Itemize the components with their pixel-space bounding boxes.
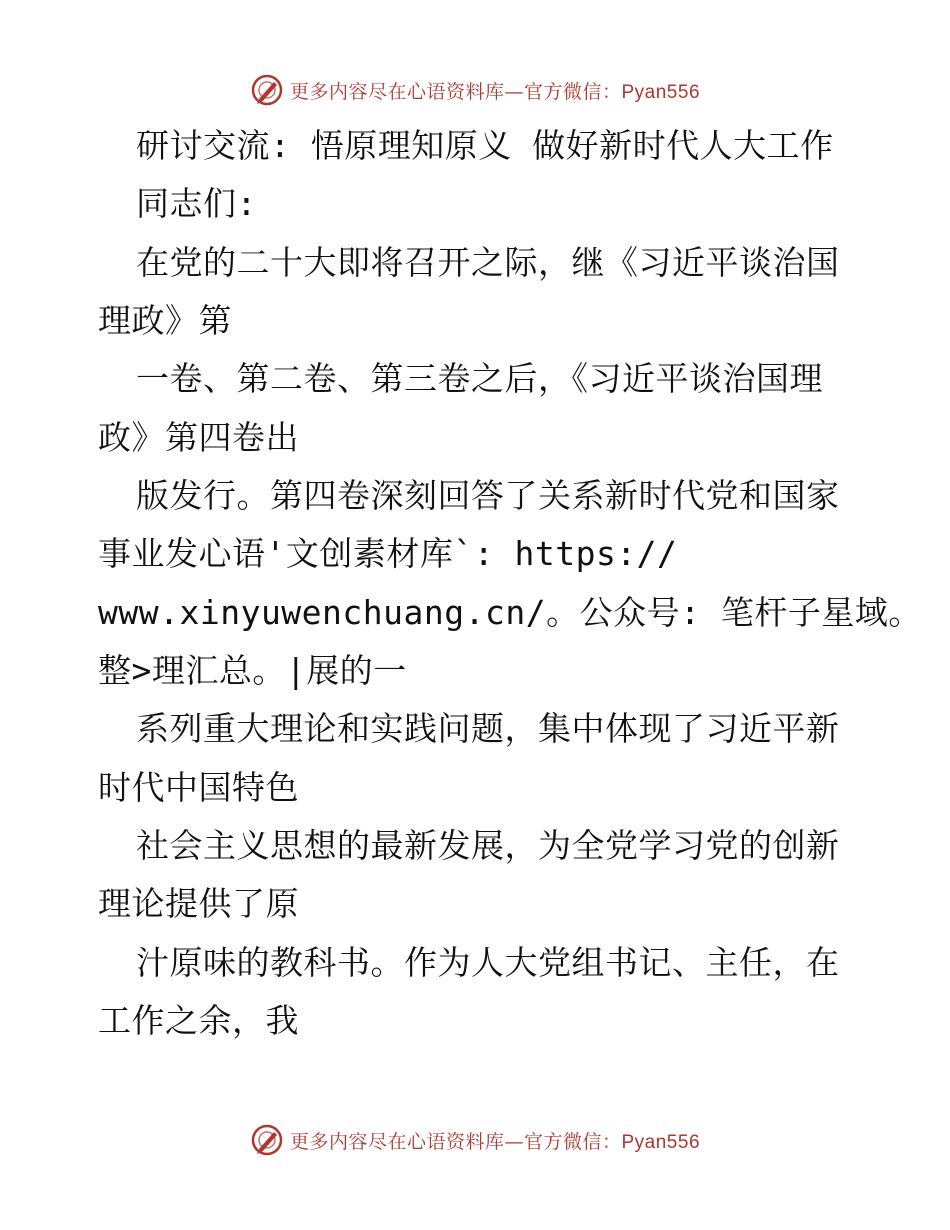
document-line: 一卷、第二卷、第三卷之后，《习近平谈治国理 (136, 359, 823, 398)
watermark-text (290, 77, 700, 104)
document-line: 版发行。第四卷深刻回答了关系新时代党和国家 (136, 476, 840, 515)
document-line: 理政》第 (98, 301, 232, 340)
document-line: 在党的二十大即将召开之际，继《习近平谈治国 (136, 243, 840, 282)
document-line: 系列重大理论和实践问题，集中体现了习近平新 (136, 709, 840, 748)
watermark-text (290, 1127, 700, 1154)
document-line: 汁原味的教科书。作为人大党组书记、主任，在 (136, 943, 840, 982)
pen-circle-logo-icon (250, 1123, 284, 1157)
footer-watermark (0, 1122, 950, 1158)
watermark-text-cn: 更多内容尽在心语资料库—官方微信： (289, 1130, 622, 1153)
watermark-text-cn: 更多内容尽在心语资料库—官方微信： (289, 80, 622, 103)
document-line: 理论提供了原 (98, 884, 299, 923)
document-line: 社会主义思想的最新发展，为全党学习党的创新 (136, 826, 840, 865)
document-title: 研讨交流: 悟原理知原义 做好新时代人大工作 (136, 126, 834, 165)
watermark-wechat-id: Pyan556 (621, 81, 701, 103)
document-line: 政》第四卷出 (98, 418, 299, 457)
header-watermark (0, 72, 950, 108)
pen-circle-logo-icon (250, 73, 284, 107)
document-line: www.xinyuwenchuang.cn/。公众号: 笔杆子星域。 (98, 593, 922, 632)
document-line: 事业发心语'文创素材库`: https:// (98, 534, 678, 573)
document-salutation: 同志们: (136, 184, 257, 223)
document-line: 工作之余，我 (98, 1001, 299, 1040)
watermark-wechat-id: Pyan556 (621, 1131, 701, 1153)
document-line: 整>理汇总。|展的一 (98, 651, 407, 690)
document-line: 时代中国特色 (98, 768, 299, 807)
